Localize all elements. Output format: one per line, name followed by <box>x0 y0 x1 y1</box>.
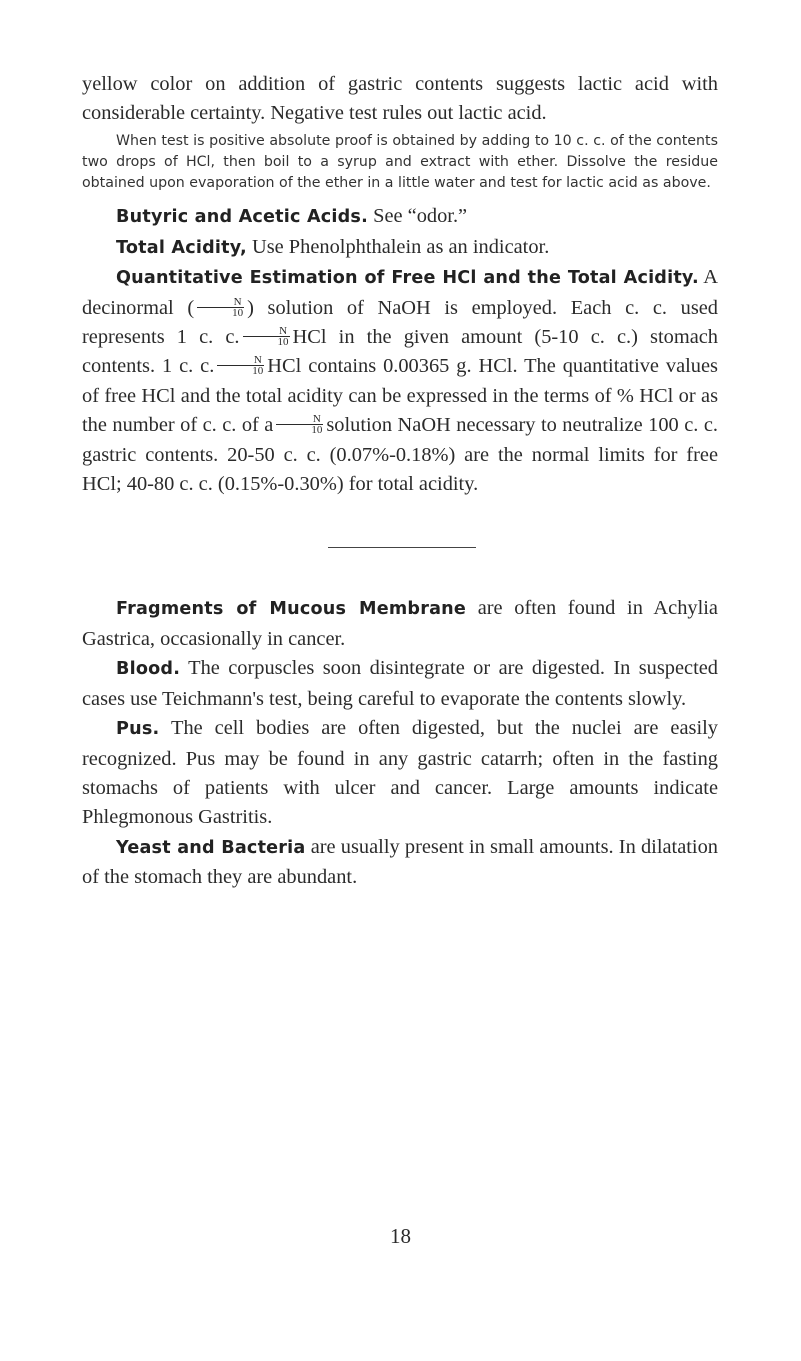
section-divider <box>328 547 476 548</box>
heading-fragments: Fragments of Mucous Membrane <box>116 599 467 620</box>
heading-butyric-acetic: Butyric and Acetic Acids. <box>116 207 368 228</box>
page-body <box>82 70 718 893</box>
paragraph-fragments: Fragments of Mucous Membrane are often found in Achylia Gastrica, occasionally in cancer. <box>82 597 718 650</box>
paragraph-butyric-acetic: Butyric and Acetic Acids. See “odor.” <box>116 205 468 228</box>
fraction-n-over-10: $\frac{N}{10}$ <box>243 326 290 347</box>
paragraph-pus: Pus. The cell bodies are often digested, but the nuclei are easily recognized. Pus may be found in any gastric catarrh; often in the fasting stomachs of patients with ulcer and cancer. Large amounts indicate Phlegmonous Gastritis. <box>82 717 718 829</box>
paragraph-total-acidity: Total Acidity, Use Phenolphthalein as an indicator. <box>116 235 550 258</box>
note-lactic-acid-confirmation: When test is positive absolute proof is obtained by adding to 10 c. c. of the contents two drops of HCl, then boil to a syrup and extract with ether. Dissolve the residue obtained upon evaporation of the ether in a little water and test for lactic acid as above. <box>82 132 718 192</box>
heading-total-acidity: Total Acidity, <box>116 237 247 258</box>
fraction-n-over-10: $\frac{N}{10}$ <box>276 414 323 435</box>
heading-blood: Blood. <box>116 659 181 680</box>
paragraph-lactic-acid: yellow color on addition of gastric contents suggests lactic acid with considerable certainty. Negative test rules out lactic acid. <box>82 73 718 125</box>
heading-quantitative-estimation: Quantitative Estimation of Free HCl and the Total Acidity. <box>116 268 699 289</box>
heading-yeast-bacteria: Yeast and Bacteria <box>116 837 306 858</box>
heading-pus: Pus. <box>116 719 160 740</box>
fraction-n-over-10: $\frac{N}{10}$ <box>217 355 264 376</box>
fraction-n-over-10: $\frac{N}{10}$ <box>197 297 244 318</box>
paragraph-yeast-bacteria: Yeast and Bacteria are usually present in small amounts. In dilatation of the stomach they are abundant. <box>82 835 718 889</box>
paragraph-quantitative-estimation: Quantitative Estimation of Free HCl and the Total Acidity. A decinormal ( $\frac{N}{10}$ ) solution of NaOH is employed. Each c. c. used represents 1 c. c. $\frac{N}{10}$ HCl in the given amount (5-10 c. c.) stomach contents. 1 c. c. $\frac{N}{10}$ HCl contains 0.00365 g. HCl. The quantitative values of free HCl and the total acidity can be expressed in the terms of % HCl or as the number of c. c. of a $\frac{N}{10}$ solution NaOH necessary to neutralize 100 c. c. gastric contents. 20-50 c. c. (0.07%-0.18%) are the normal limits for free HCl; 40-80 c. c. (0.15%-0.30%) for total acidity. <box>82 266 719 496</box>
paragraph-blood: Blood. The corpuscles soon disintegrate or are digested. In suspected cases use Teichmann's test, being careful to evaporate the contents slowly. <box>82 657 719 710</box>
page-number: 18 <box>390 1224 411 1248</box>
